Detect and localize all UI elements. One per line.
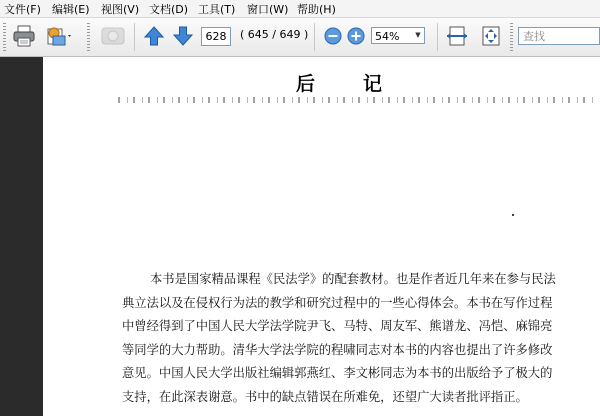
- printer-icon: [12, 24, 36, 48]
- toolbar-separator: [134, 23, 135, 51]
- zoom-in-button[interactable]: [347, 27, 365, 45]
- zoom-select[interactable]: [371, 27, 425, 44]
- fit-page-button[interactable]: [480, 25, 502, 47]
- paragraph-line: 意见。中国人民大学出版社编辑郭燕红、李文彬同志为本书的出版给予了极大的: [122, 366, 553, 381]
- print-button[interactable]: [12, 24, 36, 48]
- menu-bar: [0, 0, 600, 18]
- scan-artifacts: [118, 97, 598, 103]
- fit-width-button[interactable]: [446, 25, 468, 47]
- previous-page-button[interactable]: [143, 25, 165, 47]
- page-number-input[interactable]: 628: [201, 27, 231, 46]
- plus-circle-icon: [347, 27, 365, 45]
- menu-help[interactable]: 帮助(H): [297, 3, 336, 16]
- zoom-value: 54%: [375, 30, 400, 43]
- menu-file[interactable]: 文件(F): [4, 3, 41, 16]
- menu-tools[interactable]: 工具(T): [198, 3, 236, 16]
- paragraph-line: 支持，在此深表谢意。书中的缺点错误在所难免，还望广大读者批评指正。: [122, 389, 528, 404]
- hand-tool-button[interactable]: [100, 24, 126, 48]
- menu-edit[interactable]: 编辑(E): [52, 3, 90, 16]
- navigation-panel[interactable]: [0, 57, 43, 416]
- email-attach-button[interactable]: [44, 24, 74, 48]
- menu-view[interactable]: 视图(V): [101, 3, 140, 16]
- page-count: ( 645 / 649 ): [240, 28, 309, 41]
- afterword-paragraph: [122, 268, 592, 410]
- fit-width-icon: [446, 25, 468, 47]
- menu-document[interactable]: 文档(D): [149, 3, 189, 16]
- paragraph-line: 等同学的大力帮助。清华大学法学院的程啸同志对本书的内容也提出了许多修改: [122, 342, 553, 357]
- paragraph-line: 中曾经得到了中国人民大学法学院尹飞、马特、周友军、熊谱龙、冯恺、麻锦亮: [122, 319, 553, 334]
- toolbar-grip[interactable]: [510, 23, 513, 51]
- next-page-button[interactable]: [172, 25, 194, 47]
- chevron-down-icon[interactable]: ▼: [415, 31, 421, 39]
- paragraph-line: 本书是国家精品课程《民法学》的配套教材。也是作者近几年来在参与民法: [150, 272, 556, 286]
- scan-speck: [512, 214, 514, 216]
- toolbar-grip[interactable]: [3, 23, 6, 51]
- search-input[interactable]: 查找: [518, 27, 600, 45]
- fit-page-icon: [480, 25, 502, 47]
- toolbar-separator: [437, 23, 438, 51]
- page-title: 后记: [296, 73, 431, 95]
- email-attach-icon: [44, 24, 74, 48]
- toolbar-grip[interactable]: [87, 23, 90, 51]
- minus-circle-icon: [324, 27, 342, 45]
- menu-window[interactable]: 窗口(W): [247, 3, 289, 16]
- disabled-tool-icon: [100, 24, 126, 48]
- arrow-down-icon: [172, 25, 194, 47]
- toolbar-separator: [314, 23, 315, 51]
- toolbar: [0, 18, 600, 57]
- paragraph-line: 典立法以及在侵权行为法的教学和研究过程中的一些心得体会。本书在写作过程: [122, 295, 553, 310]
- arrow-up-icon: [143, 25, 165, 47]
- zoom-out-button[interactable]: [324, 27, 342, 45]
